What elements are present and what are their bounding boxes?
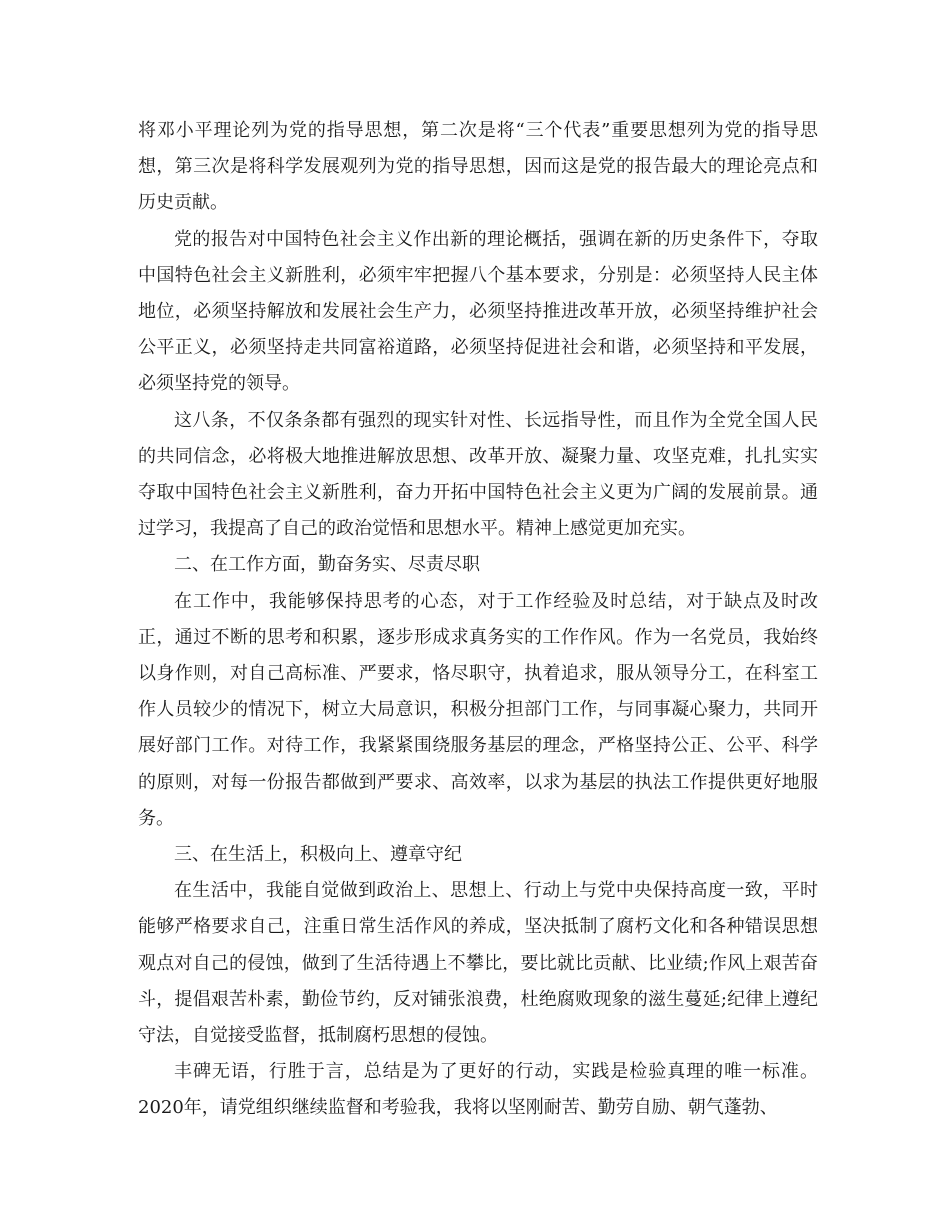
document-body: [138, 113, 818, 1127]
section-heading-life: 三、在生活上，积极向上、遵章守纪: [174, 844, 462, 866]
paragraph-closing: 丰碑无语，行胜于言，总结是为了更好的行动，实践是检验真理的唯一标准。2020年，请党组织继续监督和考验我，我将以坚刚耐苦、勤劳自励、朝气蓬勃、: [138, 1061, 818, 1119]
section-heading-work: 二、在工作方面，勤奋务实、尽责尽职: [174, 554, 480, 576]
paragraph-work: 在工作中，我能够保持思考的心态，对于工作经验及时总结，对于缺点及时改正，通过不断的思考和积累，逐步形成求真务实的工作作风。作为一名党员，我始终以身作则，对自己高标准、严要求，恪尽职守，执着追求，服从领导分工，在科室工作人员较少的情况下，树立大局意识，积极分担部门工作，与同事凝心聚力，共同开展好部门工作。对待工作，我紧紧围绕服务基层的理念，严格坚持公正、公平、科学的原则，对每一份报告都做到严要求、高效率，以求为基层的执法工作提供更好地服务。: [138, 590, 818, 829]
paragraph-life: 在生活中，我能自觉做到政治上、思想上、行动上与党中央保持高度一致，平时能够严格要求自己，注重日常生活作风的养成，坚决抵制了腐朽文化和各种错误思想观点对自己的侵蚀，做到了生活待遇上不攀比，要比就比贡献、比业绩;作风上艰苦奋斗，提倡艰苦朴素，勤俭节约，反对铺张浪费，杜绝腐败现象的滋生蔓延;纪律上遵纪守法，自觉接受监督，抵制腐朽思想的侵蚀。: [138, 880, 818, 1047]
paragraph-guiding-thought: 将邓小平理论列为党的指导思想，第二次是将“三个代表”重要思想列为党的指导思想，第三次是将科学发展观列为党的指导思想，因而这是党的报告最大的理论亮点和历史贡献。: [138, 120, 818, 214]
paragraph-eight-points-significance: 这八条，不仅条条都有强烈的现实针对性、长远指导性，而且作为全党全国人民的共同信念，必将极大地推进解放思想、改革开放、凝聚力量、攻坚克难，扎扎实实夺取中国特色社会主义新胜利，奋力开拓中国特色社会主义更为广阔的发展前景。通过学习，我提高了自己的政治觉悟和思想水平。精神上感觉更加充实。: [138, 409, 818, 540]
paragraph-eight-requirements: 党的报告对中国特色社会主义作出新的理论概括，强调在新的历史条件下，夺取中国特色社会主义新胜利，必须牢牢把握八个基本要求，分别是：必须坚持人民主体地位，必须坚持解放和发展社会生产力，必须坚持推进改革开放，必须坚持维护社会公平正义，必须坚持走共同富裕道路，必须坚持促进社会和谐，必须坚持和平发展，必须坚持党的领导。: [138, 228, 818, 395]
